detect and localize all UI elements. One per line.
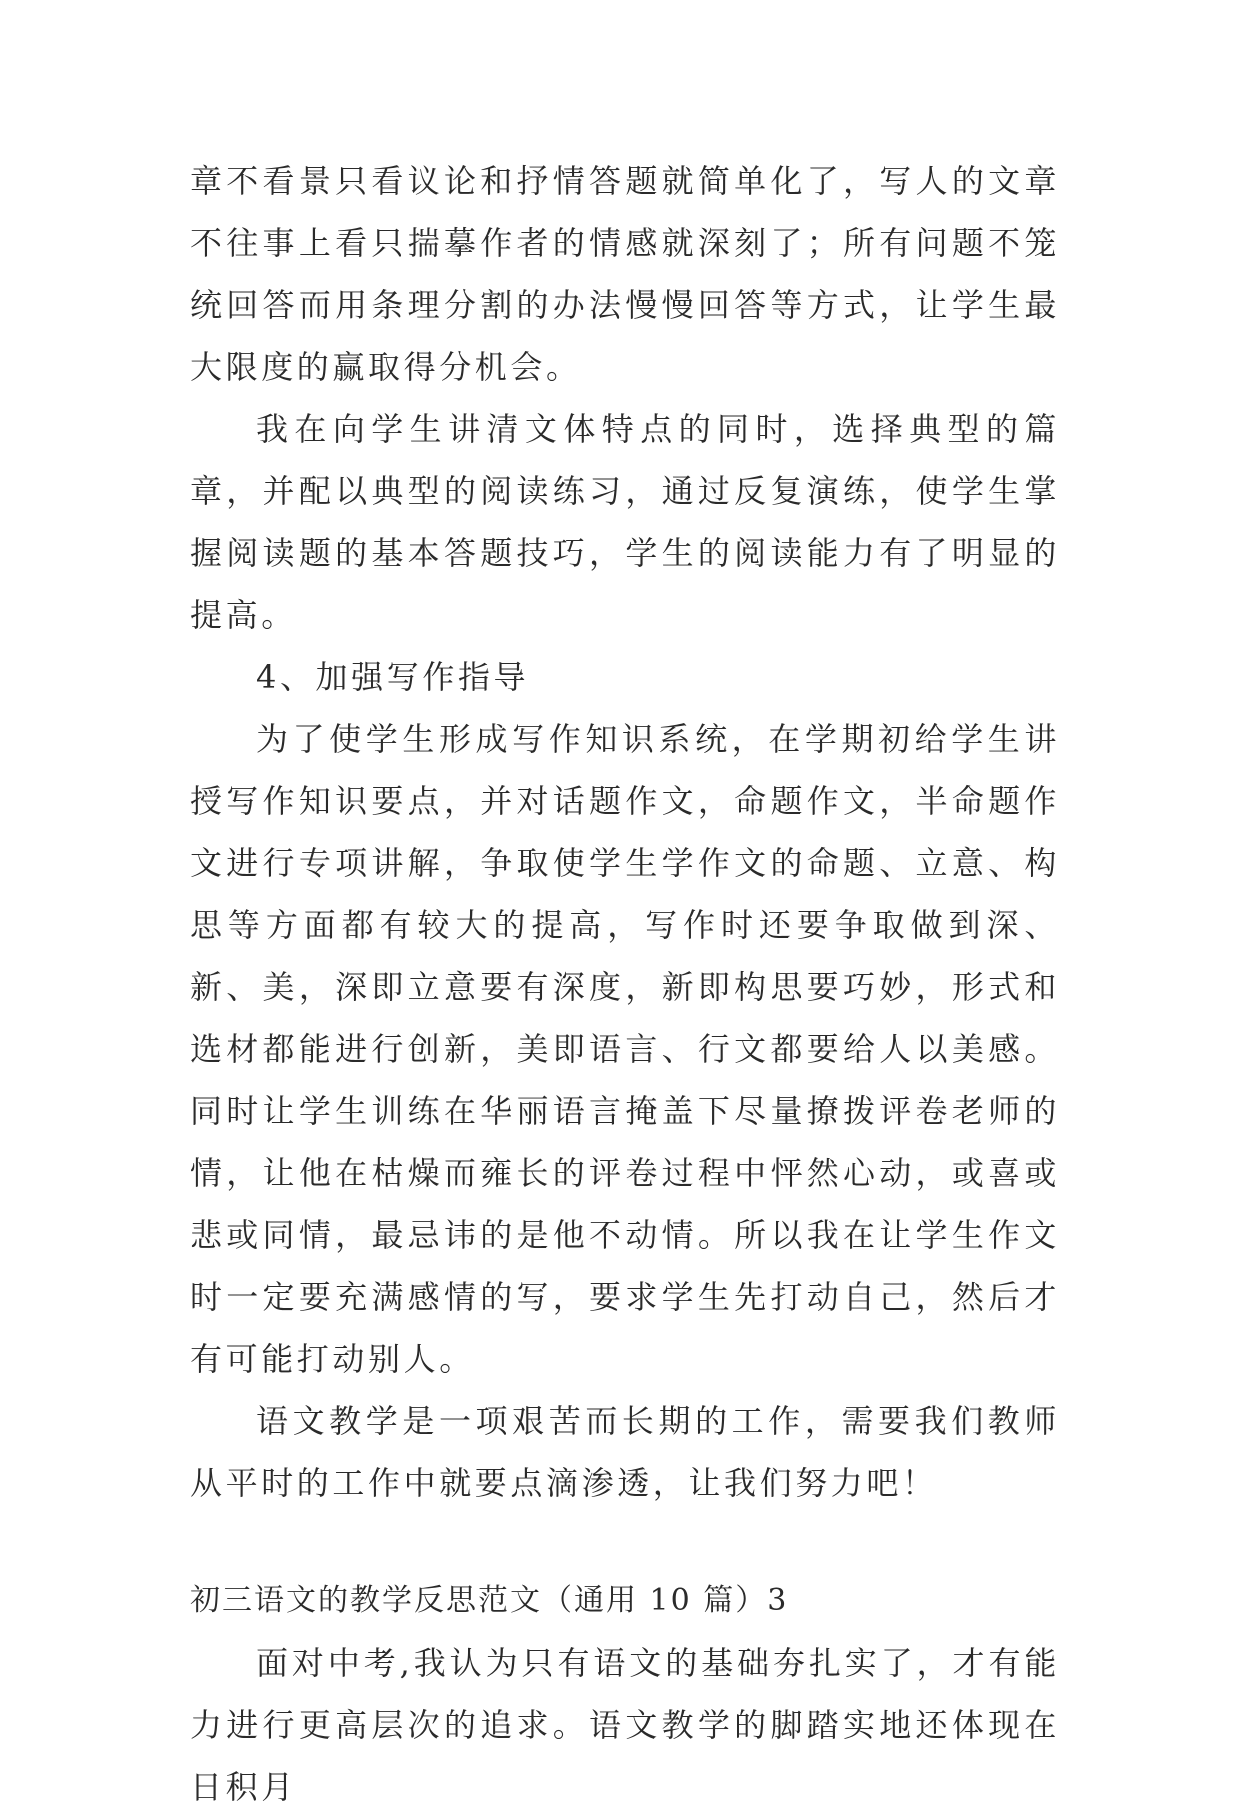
paragraph-section-3-intro: 面对中考,我认为只有语文的基础夯扎实了，才有能力进行更高层次的追求。语文教学的脚踏实地还体现在日积月 (190, 1644, 1060, 1806)
paragraph-reading-practice: 我在向学生讲清文体特点的同时，选择典型的篇章，并配以典型的阅读练习，通过反复演练，使学生掌握阅读题的基本答题技巧，学生的阅读能力有了明显的提高。 (190, 410, 1060, 634)
paragraph-reading-answer-methods: 章不看景只看议论和抒情答题就简单化了，写人的文章不往事上看只揣摹作者的情感就深刻了；所有问题不笼统回答而用条理分割的办法慢慢回答等方式，让学生最大限度的赢取得分机会。 (190, 162, 1060, 386)
paragraph-conclusion: 语文教学是一项艰苦而长期的工作，需要我们教师从平时的工作中就要点滴渗透，让我们努力吧！ (190, 1402, 1060, 1502)
subheading-writing-guidance: 4、加强写作指导 (256, 658, 530, 696)
section-title: 初三语文的教学反思范文（通用 10 篇）3 (190, 1583, 789, 1618)
paragraph-writing-guidance: 为了使学生形成写作知识系统，在学期初给学生讲授写作知识要点，并对话题作文，命题作文，半命题作文进行专项讲解，争取使学生学作文的命题、立意、构思等方面都有较大的提高，写作时还要争取做到深、新、美，深即立意要有深度，新即构思要巧妙，形式和选材都能进行创新，美即语言、行文都要给人以美感。同时让学生训练在华丽语言掩盖下尽量撩拨评卷老师的情，让他在枯燥而雍长的评卷过程中怦然心动，或喜或悲或同情，最忌讳的是他不动情。所以我在让学生作文时一定要充满感情的写，要求学生先打动自己，然后才有可能打动别人。 (190, 720, 1060, 1378)
document-body (190, 150, 1060, 1818)
